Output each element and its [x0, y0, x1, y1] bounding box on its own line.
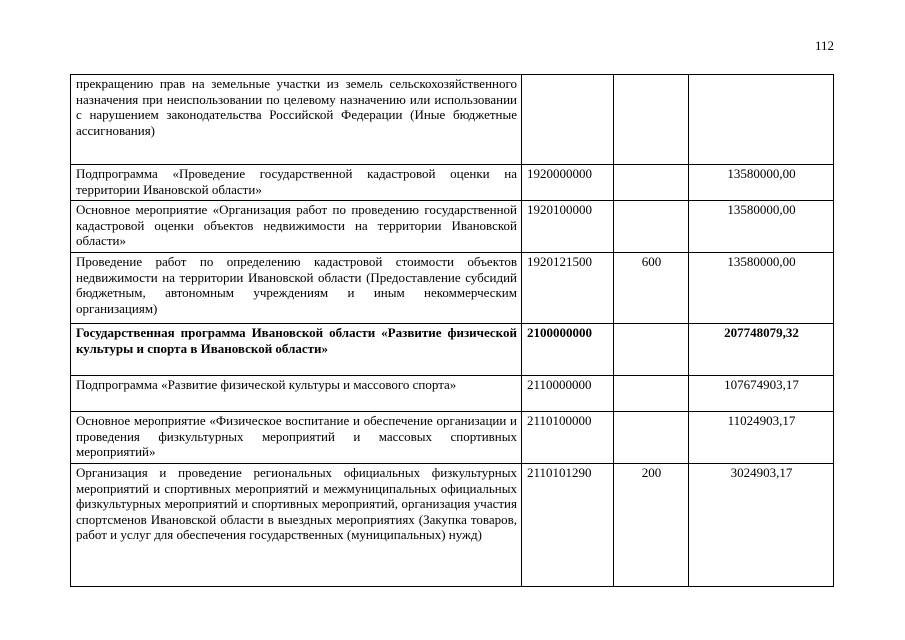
row-amount: 13580000,00	[689, 165, 834, 201]
row-expense-type	[614, 75, 689, 165]
row-name: Проведение работ по определению кадастровой стоимости объектов недвижимости на территории Ивановской области (Предоставление субсидий бюджетным, автономным учреждениям и иным некоммерческим организациям)	[71, 253, 522, 324]
row-expense-type	[614, 201, 689, 253]
row-expense-type	[614, 376, 689, 412]
row-code: 2110100000	[522, 412, 614, 464]
table-row	[71, 324, 834, 376]
row-expense-type	[614, 412, 689, 464]
table-row	[71, 201, 834, 253]
row-expense-type	[614, 165, 689, 201]
row-amount: 13580000,00	[689, 253, 834, 324]
table-row	[71, 253, 834, 324]
page-number: 112	[814, 38, 834, 53]
row-amount: 207748079,32	[689, 324, 834, 376]
row-code	[522, 75, 614, 165]
row-name: Основное мероприятие «Физическое воспитание и обеспечение организации и проведения физкультурных мероприятий и массовых спортивных мероприятий»	[71, 412, 522, 464]
row-code: 2110000000	[522, 376, 614, 412]
row-code: 1920100000	[522, 201, 614, 253]
row-name: Государственная программа Ивановской области «Развитие физической культуры и спорта в Ивановской области»	[71, 324, 522, 376]
row-amount	[689, 75, 834, 165]
row-expense-type	[614, 324, 689, 376]
row-name: прекращению прав на земельные участки из земель сельскохозяйственного назначения при неиспользовании по целевому назначению или использовании с нарушением законодательства Российской Федерации (Иные бюджетные ассигнования)	[71, 75, 522, 165]
table-row	[71, 376, 834, 412]
table-row	[71, 75, 834, 165]
row-code: 1920000000	[522, 165, 614, 201]
row-name: Организация и проведение региональных официальных физкультурных мероприятий и спортивных мероприятий и межмуниципальных официальных физкультурных мероприятий и спортивных мероприятий, организация участия спортсменов Ивановской области в выездных мероприятиях (Закупка товаров, работ и услуг для обеспечения государственных (муниципальных) нужд)	[71, 464, 522, 587]
row-name: Подпрограмма «Проведение государственной кадастровой оценки на территории Ивановской области»	[71, 165, 522, 201]
table-row	[71, 412, 834, 464]
row-amount: 3024903,17	[689, 464, 834, 587]
budget-table	[70, 74, 834, 587]
table-row	[71, 464, 834, 587]
row-amount: 13580000,00	[689, 201, 834, 253]
row-name: Основное мероприятие «Организация работ по проведению государственной кадастровой оценки объектов недвижимости на территории Ивановской области»	[71, 201, 522, 253]
row-code: 2100000000	[522, 324, 614, 376]
table-row	[71, 165, 834, 201]
row-amount: 11024903,17	[689, 412, 834, 464]
row-code: 2110101290	[522, 464, 614, 587]
row-code: 1920121500	[522, 253, 614, 324]
row-name: Подпрограмма «Развитие физической культуры и массового спорта»	[71, 376, 522, 412]
row-amount: 107674903,17	[689, 376, 834, 412]
row-expense-type: 600	[614, 253, 689, 324]
row-expense-type: 200	[614, 464, 689, 587]
